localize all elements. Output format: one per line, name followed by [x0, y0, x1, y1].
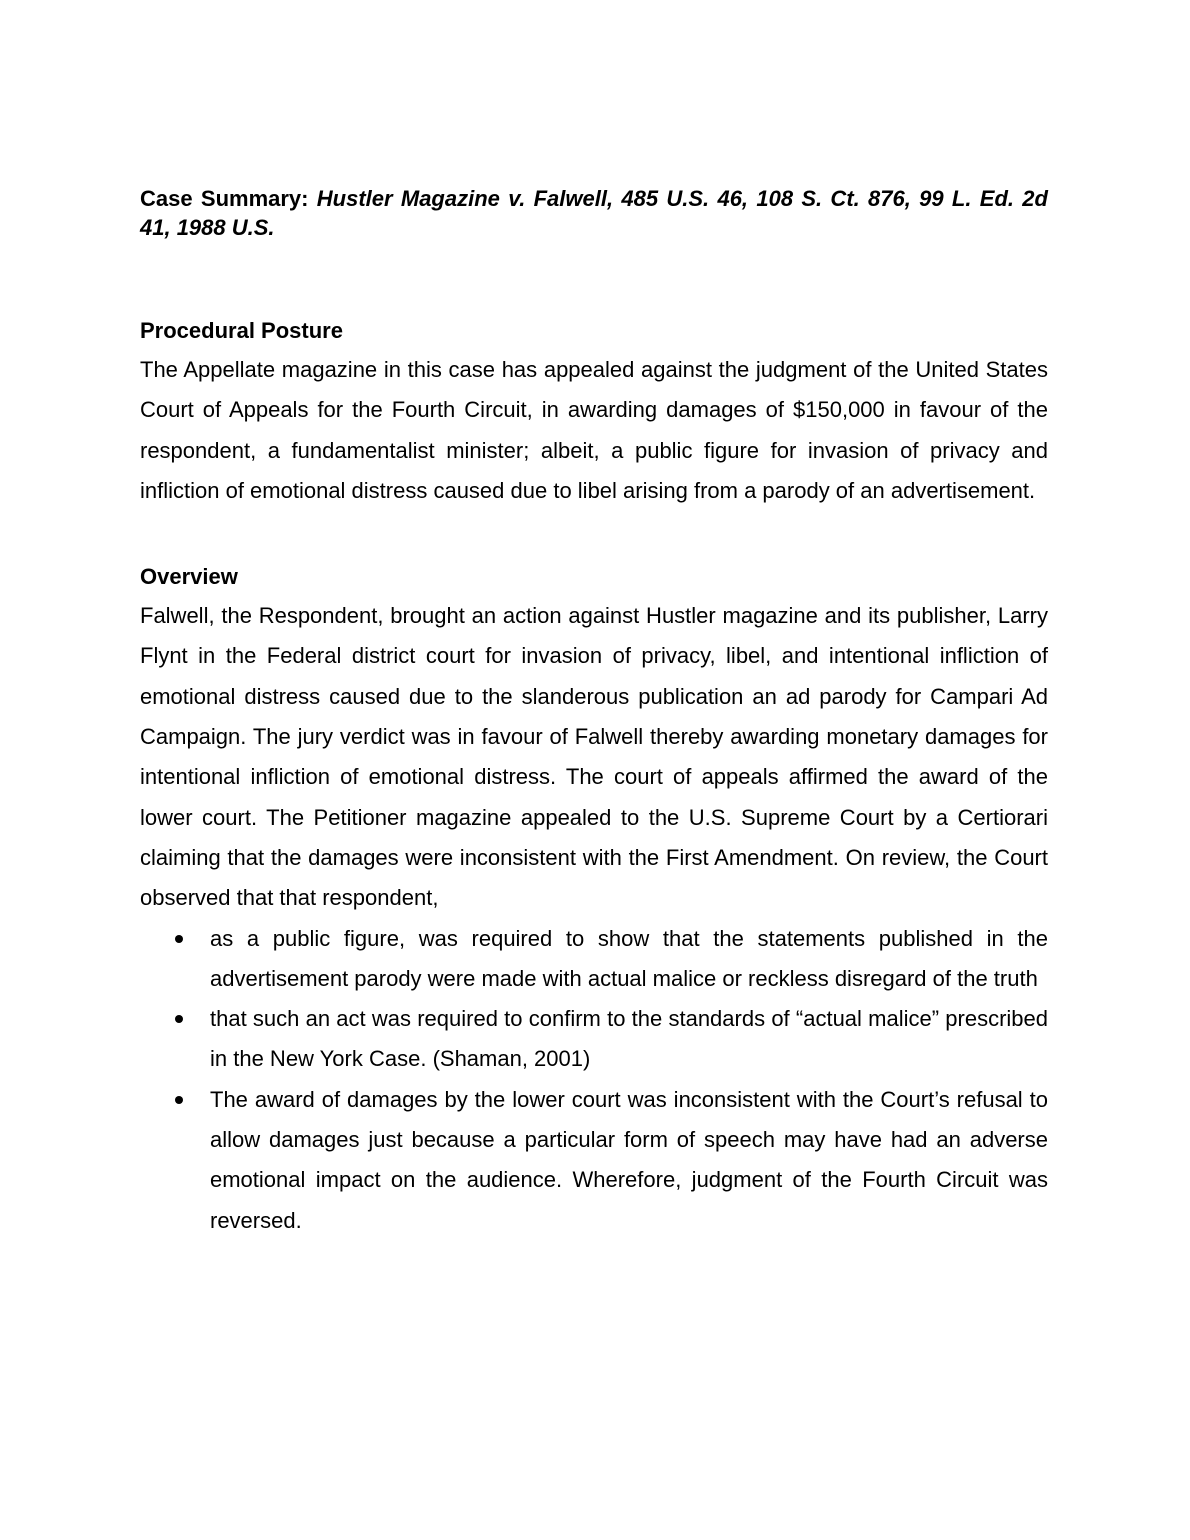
- list-item: [140, 999, 1048, 1080]
- list-item-text: as a public figure, was required to show that the statements published in the advertisement parody were made with actual malice or reckless disregard of the truth: [210, 925, 1048, 991]
- overview-bullet-list: [140, 919, 1048, 1241]
- title-label: Case Summary:: [140, 186, 309, 211]
- overview-paragraph: Falwell, the Respondent, brought an action against Hustler magazine and its publisher, Larry Flynt in the Federal district court for invasion of privacy, libel, and intentional infliction of emotional distress caused due to the slanderous publication an ad parody for Campari Ad Campaign. The jury verdict was in favour of Falwell thereby awarding monetary damages for intentional infliction of emotional distress. The court of appeals affirmed the award of the lower court. The Petitioner magazine appealed to the U.S. Supreme Court by a Certiorari claiming that the damages were inconsistent with the First Amendment. On review, the Court observed that that respondent,: [140, 603, 1048, 911]
- list-item: [140, 919, 1048, 1000]
- bullet-icon: [175, 1015, 183, 1023]
- case-citation: Hustler Magazine v. Falwell, 485 U.S. 46, 108 S. Ct. 876, 99 L. Ed. 2d 41, 1988 U.S.: [140, 186, 1048, 240]
- list-item: [140, 1080, 1048, 1241]
- document-title: [140, 184, 1048, 242]
- overview-heading: Overview: [140, 564, 238, 590]
- procedural-posture-paragraph: The Appellate magazine in this case has appealed against the judgment of the United States Court of Appeals for the Fourth Circuit, in awarding damages of $150,000 in favour of the respondent, a fundamentalist minister; albeit, a public figure for invasion of privacy and infliction of emotional distress caused due to libel arising from a parody of an advertisement.: [140, 357, 1048, 503]
- bullet-icon: [175, 1096, 183, 1104]
- document-page: [140, 184, 1048, 1241]
- list-item-text: that such an act was required to confirm to the standards of “actual malice” prescribed in the New York Case. (Shaman, 2001): [210, 1006, 1048, 1072]
- procedural-posture-heading: Procedural Posture: [140, 318, 343, 343]
- list-item-text: The award of damages by the lower court was inconsistent with the Court’s refusal to allow damages just because a particular form of speech may have had an adverse emotional impact on the audience. Wherefore, judgment of the Fourth Circuit was reversed.: [210, 1086, 1048, 1233]
- bullet-icon: [175, 935, 183, 943]
